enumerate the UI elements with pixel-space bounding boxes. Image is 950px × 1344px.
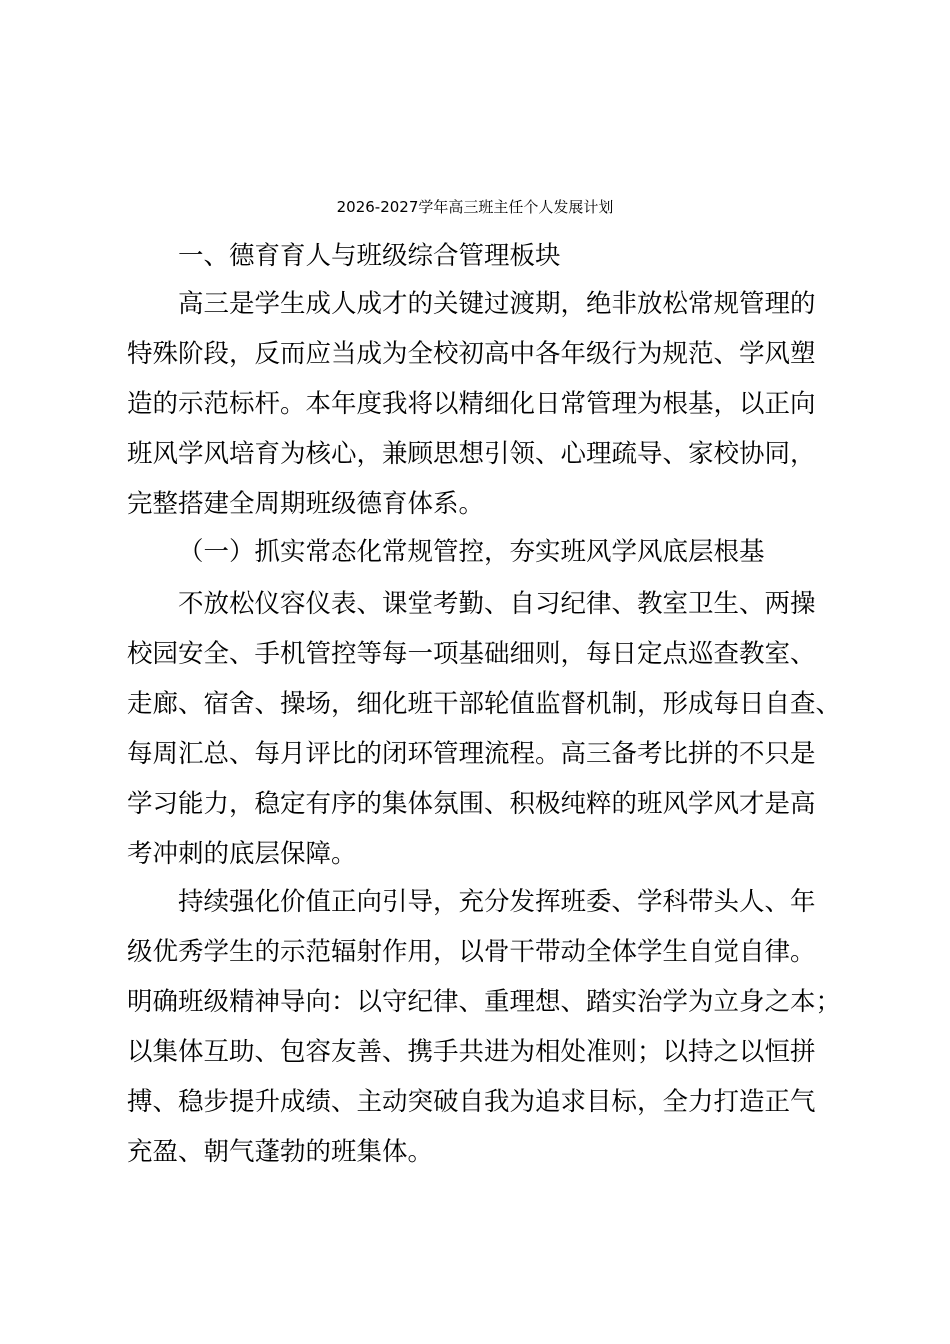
paragraph-line: 充盈、朝气蓬勃的班集体。 [127, 1137, 434, 1167]
paragraph-line: 学习能力，稳定有序的集体氛围、积极纯粹的班风学风才是高 [127, 789, 816, 819]
paragraph-line: 搏、稳步提升成绩、主动突破自我为追求目标，全力打造正气 [127, 1087, 816, 1117]
paragraph-line: 不放松仪容仪表、课堂考勤、自习纪律、教室卫生、两操 [178, 589, 816, 619]
paragraph-line: 考冲刺的底层保障。 [127, 839, 357, 869]
document-title: 2026-2027学年高三班主任个人发展计划 [336, 198, 614, 216]
paragraph-line: 走廊、宿舍、操场，细化班干部轮值监督机制，形成每日自查、 [127, 689, 842, 719]
paragraph-line: 班风学风培育为核心，兼顾思想引领、心理疏导、家校协同， [127, 439, 816, 469]
paragraph-line: 级优秀学生的示范辐射作用，以骨干带动全体学生自觉自律。 [127, 937, 816, 967]
section-heading: 一、德育育人与班级综合管理板块 [178, 241, 561, 271]
paragraph-line: 以集体互助、包容友善、携手共进为相处准则；以持之以恒拼 [127, 1037, 816, 1067]
paragraph-line: 造的示范标杆。本年度我将以精细化日常管理为根基，以正向 [127, 389, 816, 419]
paragraph-line: 明确班级精神导向：以守纪律、重理想、踏实治学为立身之本； [127, 987, 842, 1017]
paragraph-line: 完整搭建全周期班级德育体系。 [127, 489, 485, 519]
paragraph-line: 校园安全、手机管控等每一项基础细则，每日定点巡查教室、 [127, 639, 816, 669]
paragraph-line: 特殊阶段，反而应当成为全校初高中各年级行为规范、学风塑 [127, 339, 816, 369]
subsection-heading: （一）抓实常态化常规管控，夯实班风学风底层根基 [178, 537, 765, 567]
paragraph-line: 持续强化价值正向引导，充分发挥班委、学科带头人、年 [178, 887, 816, 917]
paragraph-line: 每周汇总、每月评比的闭环管理流程。高三备考比拼的不只是 [127, 739, 816, 769]
paragraph-line: 高三是学生成人成才的关键过渡期，绝非放松常规管理的 [178, 289, 816, 319]
